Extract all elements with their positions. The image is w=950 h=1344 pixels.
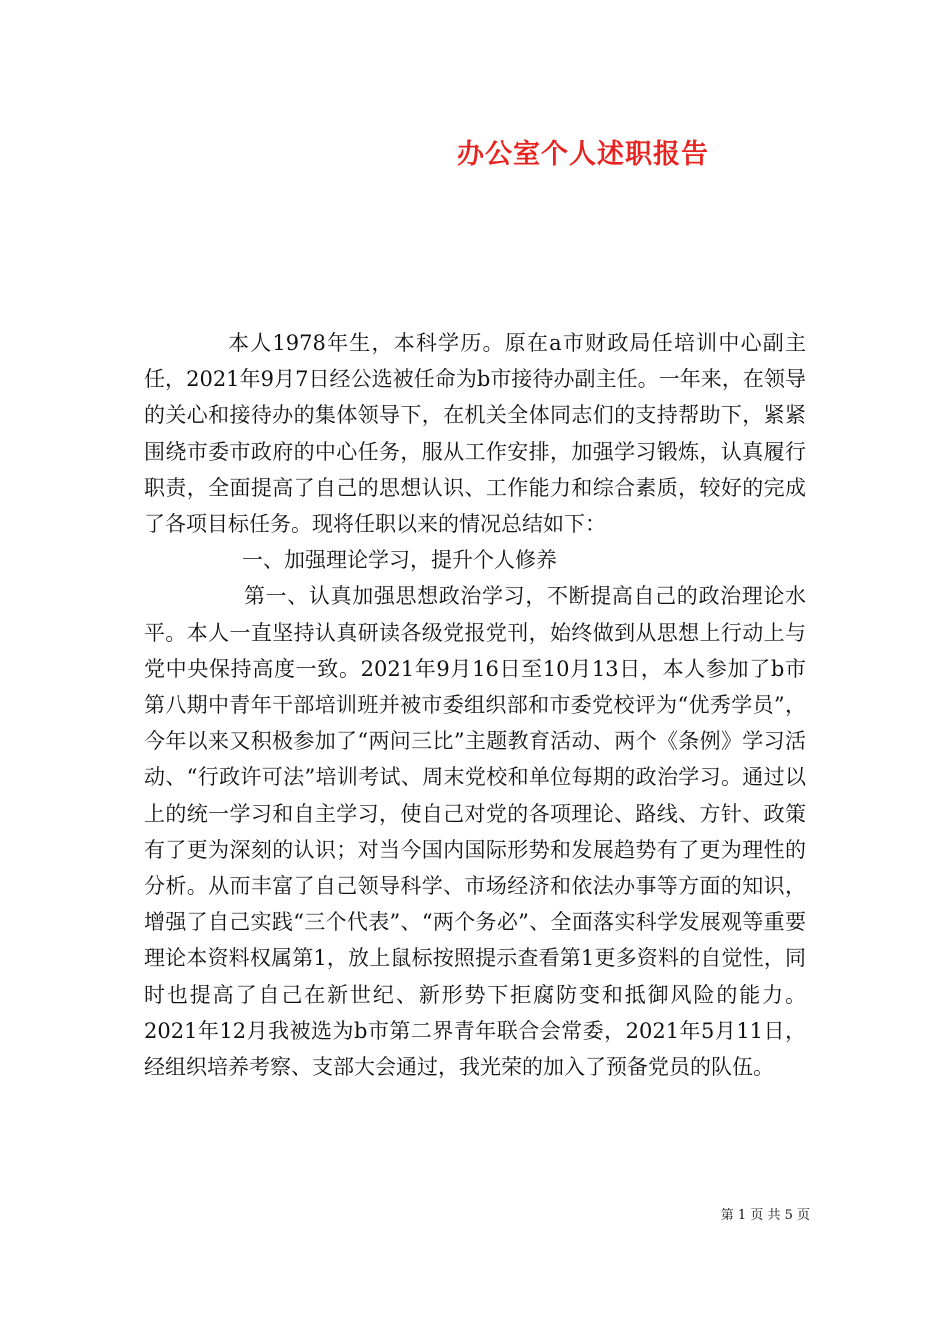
section-heading: 一、加强理论学习，提升个人修养	[242, 548, 557, 573]
page-number-footer: 第 1 页 共 5 页	[720, 1208, 810, 1223]
intro-paragraph: 本人1978年生，本科学历。原在a市财政局任培训中心副主任，2021年9月7日经公选被任命为b市接待办副主任。一年来，在领导的关心和接待办的集体领导下，在机关全体同志们的支持帮助下，紧紧围绕市委市政府的中心任务，服从工作安排，加强学习锻炼，认真履行职责，全面提高了自己的思想认识、工作能力和综合素质，较好的完成了各项目标任务。现将任职以来的情况总结如下：	[144, 331, 806, 537]
section-paragraph: 第一、认真加强思想政治学习，不断提高自己的政治理论水平。本人一直坚持认真研读各级党报党刊，始终做到从思想上行动上与党中央保持高度一致。2021年9月16日至10月13日，本人参加了b市第八期中青年干部培训班并被市委组织部和市委党校评为“优秀学员”，今年以来又积极参加了“两问三比”主题教育活动、两个《条例》学习活动、“行政许可法”培训考试、周末党校和单位每期的政治学习。通过以上的统一学习和自主学习，使自己对党的各项理论、路线、方针、政策有了更为深刻的认识；对当今国内国际形势和发展趋势有了更为理性的分析。从而丰富了自己领导科学、市场经济和依法办事等方面的知识，增强了自己实践“三个代表”、“两个务必”、全面落实科学发展观等重要理论本资料权属第1，放上鼠标按照提示查看第1更多资料的自觉性，同时也提高了自己在新世纪、新形势下拒腐防变和抵御风险的能力。2021年12月我被选为b市第二界青年联合会常委，2021年5月11日，经组织培养考察、支部大会通过，我光荣的加入了预备党员的队伍。	[144, 584, 806, 1080]
document-body	[144, 325, 806, 1085]
document-title: 办公室个人述职报告	[457, 139, 709, 170]
